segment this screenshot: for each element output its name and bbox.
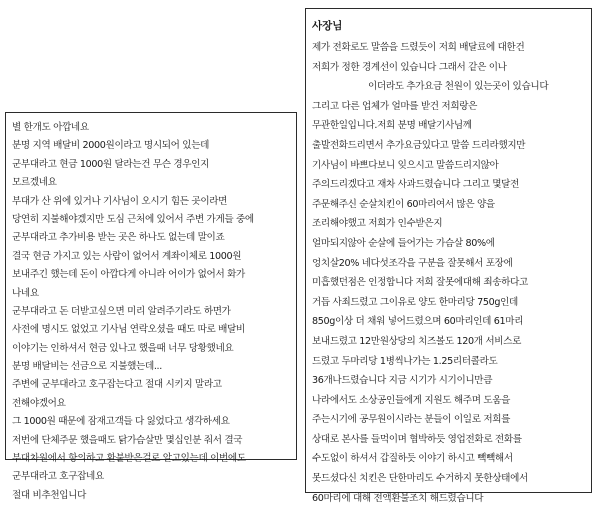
review-line: 결국 현금 가지고 있는 사람이 없어서 계좌이체로 1000원 [12,250,242,262]
reply-line: 기사님이 바쁘다보니 잊으시고 말씀드리지않아 [312,159,499,171]
reply-line: 나라에서도 소상공인들에게 지원도 해주며 도움을 [312,394,511,406]
review-line: 나네요 [12,287,39,299]
review-line: 저번에 단체주문 했을때도 닭가슴살만 몇십인분 줘서 결국 [12,434,243,446]
reply-line: 거듭 사죄드렸고 그이유로 양도 한마리당 750g인데 [312,296,518,308]
review-line: 사전에 명시도 없었고 기사님 연락오셨을 때도 따로 배달비 [12,324,245,336]
reply-line: 60마리에 대해 전액환불조치 해드렸습니다 [312,492,484,504]
review-line: 주변에 군부대라고 호구잡는다고 절대 시키지 말라고 [12,379,222,391]
reply-line: 주는시기에 공무원이시라는 분들이 이일로 저희를 [312,414,511,426]
review-line: 분명 지역 배달비 2000원이라고 명시되어 있는데 [12,140,210,152]
review-line: 군부대라고 돈 더받고싶으면 미리 알려주기라도 하면가 [12,305,231,317]
review-line: 보내주긴 했는데 돈이 아깝다게 아니라 어이가 없어서 화가 [12,269,245,281]
reply-line: 제가 전화로도 말씀을 드렸듯이 저희 배달료에 대한건 [312,42,525,53]
reply-line: 저희가 정한 경계선이 있습니다 그래서 같은 이나 [312,61,507,73]
owner-reply-card [305,8,592,504]
review-line: 군부대라고 호구잡네요 [12,471,104,483]
customer-review-card [5,112,297,501]
review-line: 군부대라고 현금 1000원 달라는건 무슨 경우인지 [12,158,210,170]
reply-line: 보내드렸고 12만원상당의 치즈볼도 120개 서비스로 [312,335,522,347]
reply-line: 무관한일입니다.저희 분명 배달기사님께 [312,120,472,132]
reply-line: 그리고 다른 업체가 얼마를 받건 저희랑은 [312,100,478,112]
review-line: 모르겠네요 [12,177,57,189]
reply-line: 주의드리겠다고 재차 사과드렸습니다 그리고 몇달전 [312,179,519,191]
reply-line: 850g이상 더 채워 넣어드렸으며 60마리인데 61마리 [312,316,524,328]
review-line: 절대 비추천입니다 [12,489,87,501]
reply-line: 수도없이 하셔서 갑질하듯 이야기 하시고 빽빽해서 [312,453,513,465]
reply-line: 이더라도 추가요금 천원이 있는곳이 있습니다 [368,81,549,93]
review-line: 부대가 산 위에 있거나 기사님이 오시기 힘든 곳이라면 [12,195,228,207]
reply-line: 주문해주신 순살치킨이 60마리여서 많은 양을 [312,198,495,210]
review-line: 분명 배달비는 선금으로 지불했는데... [12,361,162,373]
reply-line: 출발전화드리면서 추가요금있다고 말씀 드리라했지만 [312,139,526,151]
reply-line: 드렸고 두마리당 1병씩나가는 1.25리터콜라도 [312,355,498,367]
reply-line: 조리해야했고 저희가 인수받은지 [312,218,443,230]
review-line: 군부대라고 추가비용 받는 곳은 하나도 없는데 말이죠 [12,232,225,244]
reply-line: 못드셨다신 치킨은 단한마리도 수거하지 못한상태에서 [312,473,528,485]
reply-line: 얼마되지않아 순살에 들어가는 가슴살 80%에 [312,237,495,249]
reply-line: 상대로 본사를 들먹이며 협박하듯 영업전화로 전화를 [312,433,522,445]
reply-line: 엉치살20% 네다섯조각을 구분을 잘못해서 포장에 [312,257,513,269]
review-line: 전해야겠어요 [12,397,66,409]
review-line: 부대차원에서 항의하고 환불받은걸로 알고있는데 이번에도 [12,453,246,465]
reply-line: 36개나드렸습니다 지금 시기가 시기이니만큼 [312,375,493,387]
review-line: 별 한개도 아깝네요 [12,122,89,133]
reply-line: 미흡했던점은 인정합니다 저희 잘못에대해 죄송하다고 [312,277,528,289]
review-line: 이야기는 인하셔서 현금 있나고 했을때 너무 당황했네요 [12,342,234,354]
review-line: 그 1000원 때문에 잠재고객들 다 잃었다고 생각하세요 [12,416,230,428]
reply-author-title: 사장님 [312,20,343,32]
review-line: 당연히 지불해야겠지만 도심 근처에 있어서 주변 가게들 중에 [12,213,254,225]
